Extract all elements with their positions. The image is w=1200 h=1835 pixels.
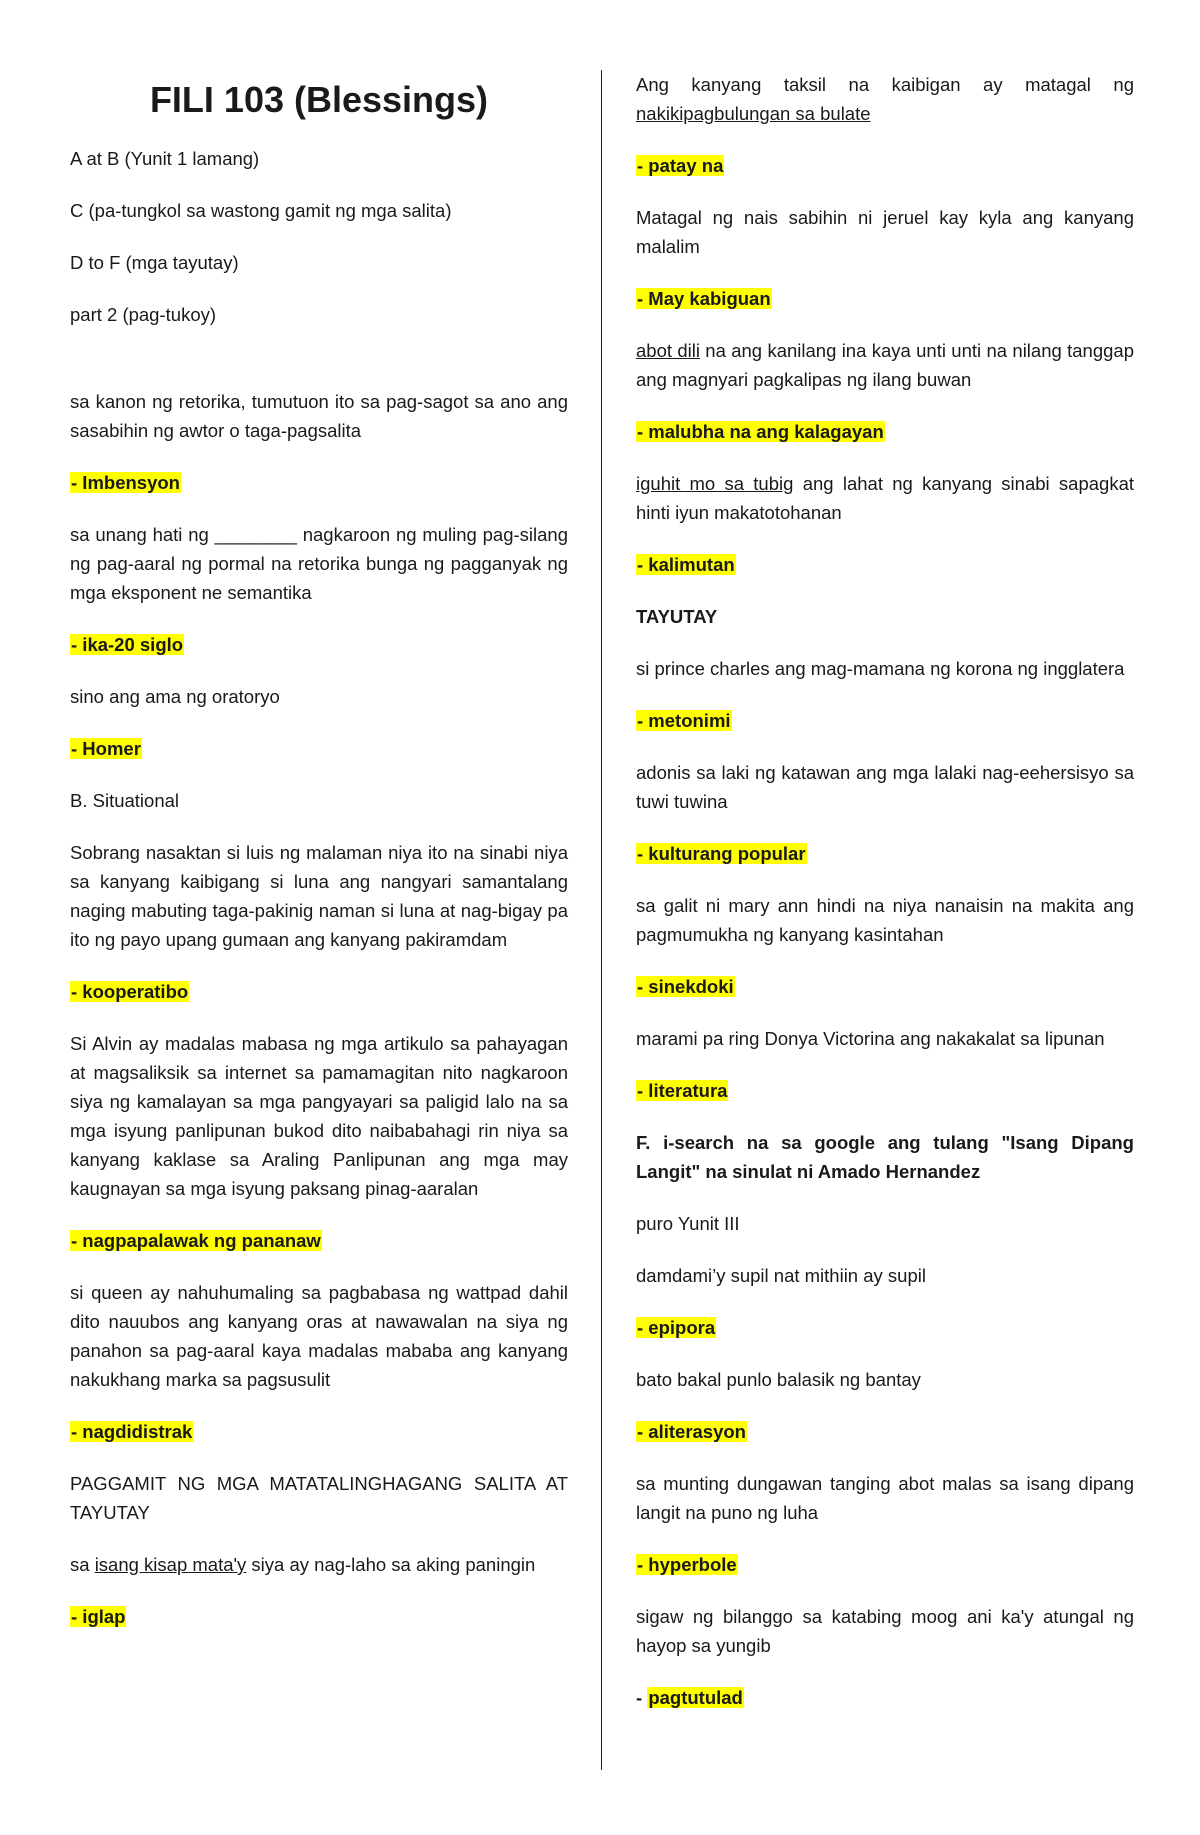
- page-title: FILI 103 (Blessings): [149, 79, 489, 120]
- section-heading: F. i-search na sa google ang tulang "Isang Dipang Langit" na sinulat ni Amado Hernandez: [636, 1132, 1134, 1182]
- left-column: [70, 70, 568, 1654]
- spacer: [70, 352, 568, 387]
- answer-highlight: - May kabiguan: [637, 288, 771, 309]
- question-text: Sobrang nasaktan si luis ng malaman niya ito na sinabi niya sa kanyang kaibigang si luna ang nangyari samantalang naging mabuting taga-pakinig naman si luna at nag-bigay pa ito ng payo upang gumaan ang kanyang pakiramdam: [70, 842, 568, 950]
- question-text: Matagal ng nais sabihin ni jeruel kay kyla ang kanyang malalim: [636, 207, 1134, 257]
- question-text-part: ang lahat ng kanyang sinabi sapagkat hinti iyun makatotohanan: [636, 473, 1134, 523]
- answer-dash: -: [636, 1687, 648, 1708]
- answer: [70, 1417, 568, 1446]
- question-text: damdami’y supil nat mithiin ay supil: [636, 1265, 926, 1286]
- answer: [636, 151, 1134, 180]
- answer: [70, 1226, 568, 1255]
- question-text: [636, 469, 1134, 527]
- answer-highlight: - metonimi: [637, 710, 731, 731]
- answer-highlight: pagtutulad: [648, 1687, 743, 1708]
- question-text-part: na ang kanilang ina kaya unti unti na nilang tanggap ang magnyari pagkalipas ng ilang buwan: [636, 340, 1134, 390]
- question-text: sino ang ama ng oratoryo: [70, 686, 280, 707]
- question-text: Si Alvin ay madalas mabasa ng mga artikulo sa pahayagan at magsaliksik sa internet sa pamamagitan nito nagkaroon siya ng kamalayan sa mga pangyayari sa paligid lalo na sa mga isyung panlipunan bukod dito naibabahagi rin niya sa kanyang kaklase sa Araling Panlipunan ang mga may kaugnayan sa mga isyung paksang pinag-aaralan: [70, 1033, 568, 1199]
- answer: [636, 1313, 1134, 1342]
- question-text: puro Yunit III: [636, 1213, 740, 1234]
- answer-highlight: - epipora: [637, 1317, 716, 1338]
- right-column: [636, 70, 1134, 1735]
- answer-highlight: - ika-20 siglo: [71, 634, 184, 655]
- underlined-phrase: isang kisap mata'y: [94, 1554, 247, 1575]
- answer-highlight: - Homer: [71, 738, 141, 759]
- answer: [636, 1683, 1134, 1712]
- answer: [636, 972, 1134, 1001]
- question-text-part: siya ay nag-laho sa aking paningin: [246, 1554, 536, 1575]
- answer-highlight: - nagpapalawak ng pananaw: [71, 1230, 321, 1251]
- section-heading: B. Situational: [70, 790, 180, 811]
- answer-highlight: - literatura: [637, 1080, 728, 1101]
- question-text: [70, 1550, 568, 1579]
- answer-highlight: - iglap: [71, 1606, 126, 1627]
- answer: [636, 1076, 1134, 1105]
- answer: [636, 417, 1134, 446]
- section-heading: PAGGAMIT NG MGA MATATALINGHAGANG SALITA AT TAYUTAY: [70, 1473, 568, 1523]
- column-divider: [601, 70, 602, 1770]
- answer: [636, 284, 1134, 313]
- question-text-part: Ang kanyang taksil na kaibigan ay matagal ng: [636, 74, 1134, 95]
- question-text: sa kanon ng retorika, tumutuon ito sa pag-sagot sa ano ang sasabihin ng awtor o taga-pagsalita: [70, 391, 568, 441]
- answer: [636, 1550, 1134, 1579]
- answer: [70, 630, 568, 659]
- answer: [70, 977, 568, 1006]
- question-text-part: sa: [70, 1554, 95, 1575]
- question-text: si prince charles ang mag-mamana ng korona ng ingglatera: [636, 658, 1125, 679]
- question-text: [636, 70, 1134, 128]
- answer: [70, 734, 568, 763]
- answer-highlight: - malubha na ang kalagayan: [637, 421, 884, 442]
- answer: [70, 1602, 568, 1631]
- underlined-phrase: iguhit mo sa tubig: [636, 473, 794, 494]
- answer: [636, 706, 1134, 735]
- question-text: si queen ay nahuhumaling sa pagbabasa ng wattpad dahil dito nauubos ang kanyang oras at nawawalan na siya ng panahon sa pag-aaral kaya madalas mababa ang kanyang nakukhang marka sa pagsusulit: [70, 1282, 568, 1390]
- section-heading: TAYUTAY: [636, 606, 718, 627]
- header-line: A at B (Yunit 1 lamang): [70, 148, 260, 169]
- answer: [636, 550, 1134, 579]
- header-line: C (pa-tungkol sa wastong gamit ng mga salita): [70, 200, 452, 221]
- question-text: sa unang hati ng ________ nagkaroon ng muling pag-silang ng pag-aaral ng pormal na retorika bunga ng pagganyak ng mga eksponent ne semantika: [70, 524, 568, 603]
- answer-highlight: - patay na: [637, 155, 724, 176]
- question-text: sa galit ni mary ann hindi na niya nanaisin na makita ang pagmumukha ng kanyang kasintahan: [636, 895, 1134, 945]
- question-text: sa munting dungawan tanging abot malas sa isang dipang langit na puno ng luha: [636, 1473, 1134, 1523]
- question-text: sigaw ng bilanggo sa katabing moog ani ka'y atungal ng hayop sa yungib: [636, 1606, 1134, 1656]
- answer: [636, 1417, 1134, 1446]
- underlined-phrase: abot dili: [636, 340, 700, 361]
- underlined-phrase: nakikipagbulungan sa bulate: [636, 103, 871, 124]
- answer-highlight: - nagdidistrak: [71, 1421, 193, 1442]
- answer-highlight: - kooperatibo: [71, 981, 189, 1002]
- answer-highlight: - hyperbole: [637, 1554, 737, 1575]
- answer: [70, 468, 568, 497]
- header-line: D to F (mga tayutay): [70, 252, 239, 273]
- answer: [636, 839, 1134, 868]
- header-line: part 2 (pag-tukoy): [70, 304, 217, 325]
- answer-highlight: - sinekdoki: [637, 976, 734, 997]
- question-text: bato bakal punlo balasik ng bantay: [636, 1369, 921, 1390]
- question-text: marami pa ring Donya Victorina ang nakakalat sa lipunan: [636, 1028, 1105, 1049]
- question-text: [636, 336, 1134, 394]
- question-text: adonis sa laki ng katawan ang mga lalaki nag-eehersisyo sa tuwi tuwina: [636, 762, 1134, 812]
- answer-highlight: - kalimutan: [637, 554, 735, 575]
- answer-highlight: - Imbensyon: [71, 472, 180, 493]
- answer-highlight: - aliterasyon: [637, 1421, 746, 1442]
- answer-highlight: - kulturang popular: [637, 843, 806, 864]
